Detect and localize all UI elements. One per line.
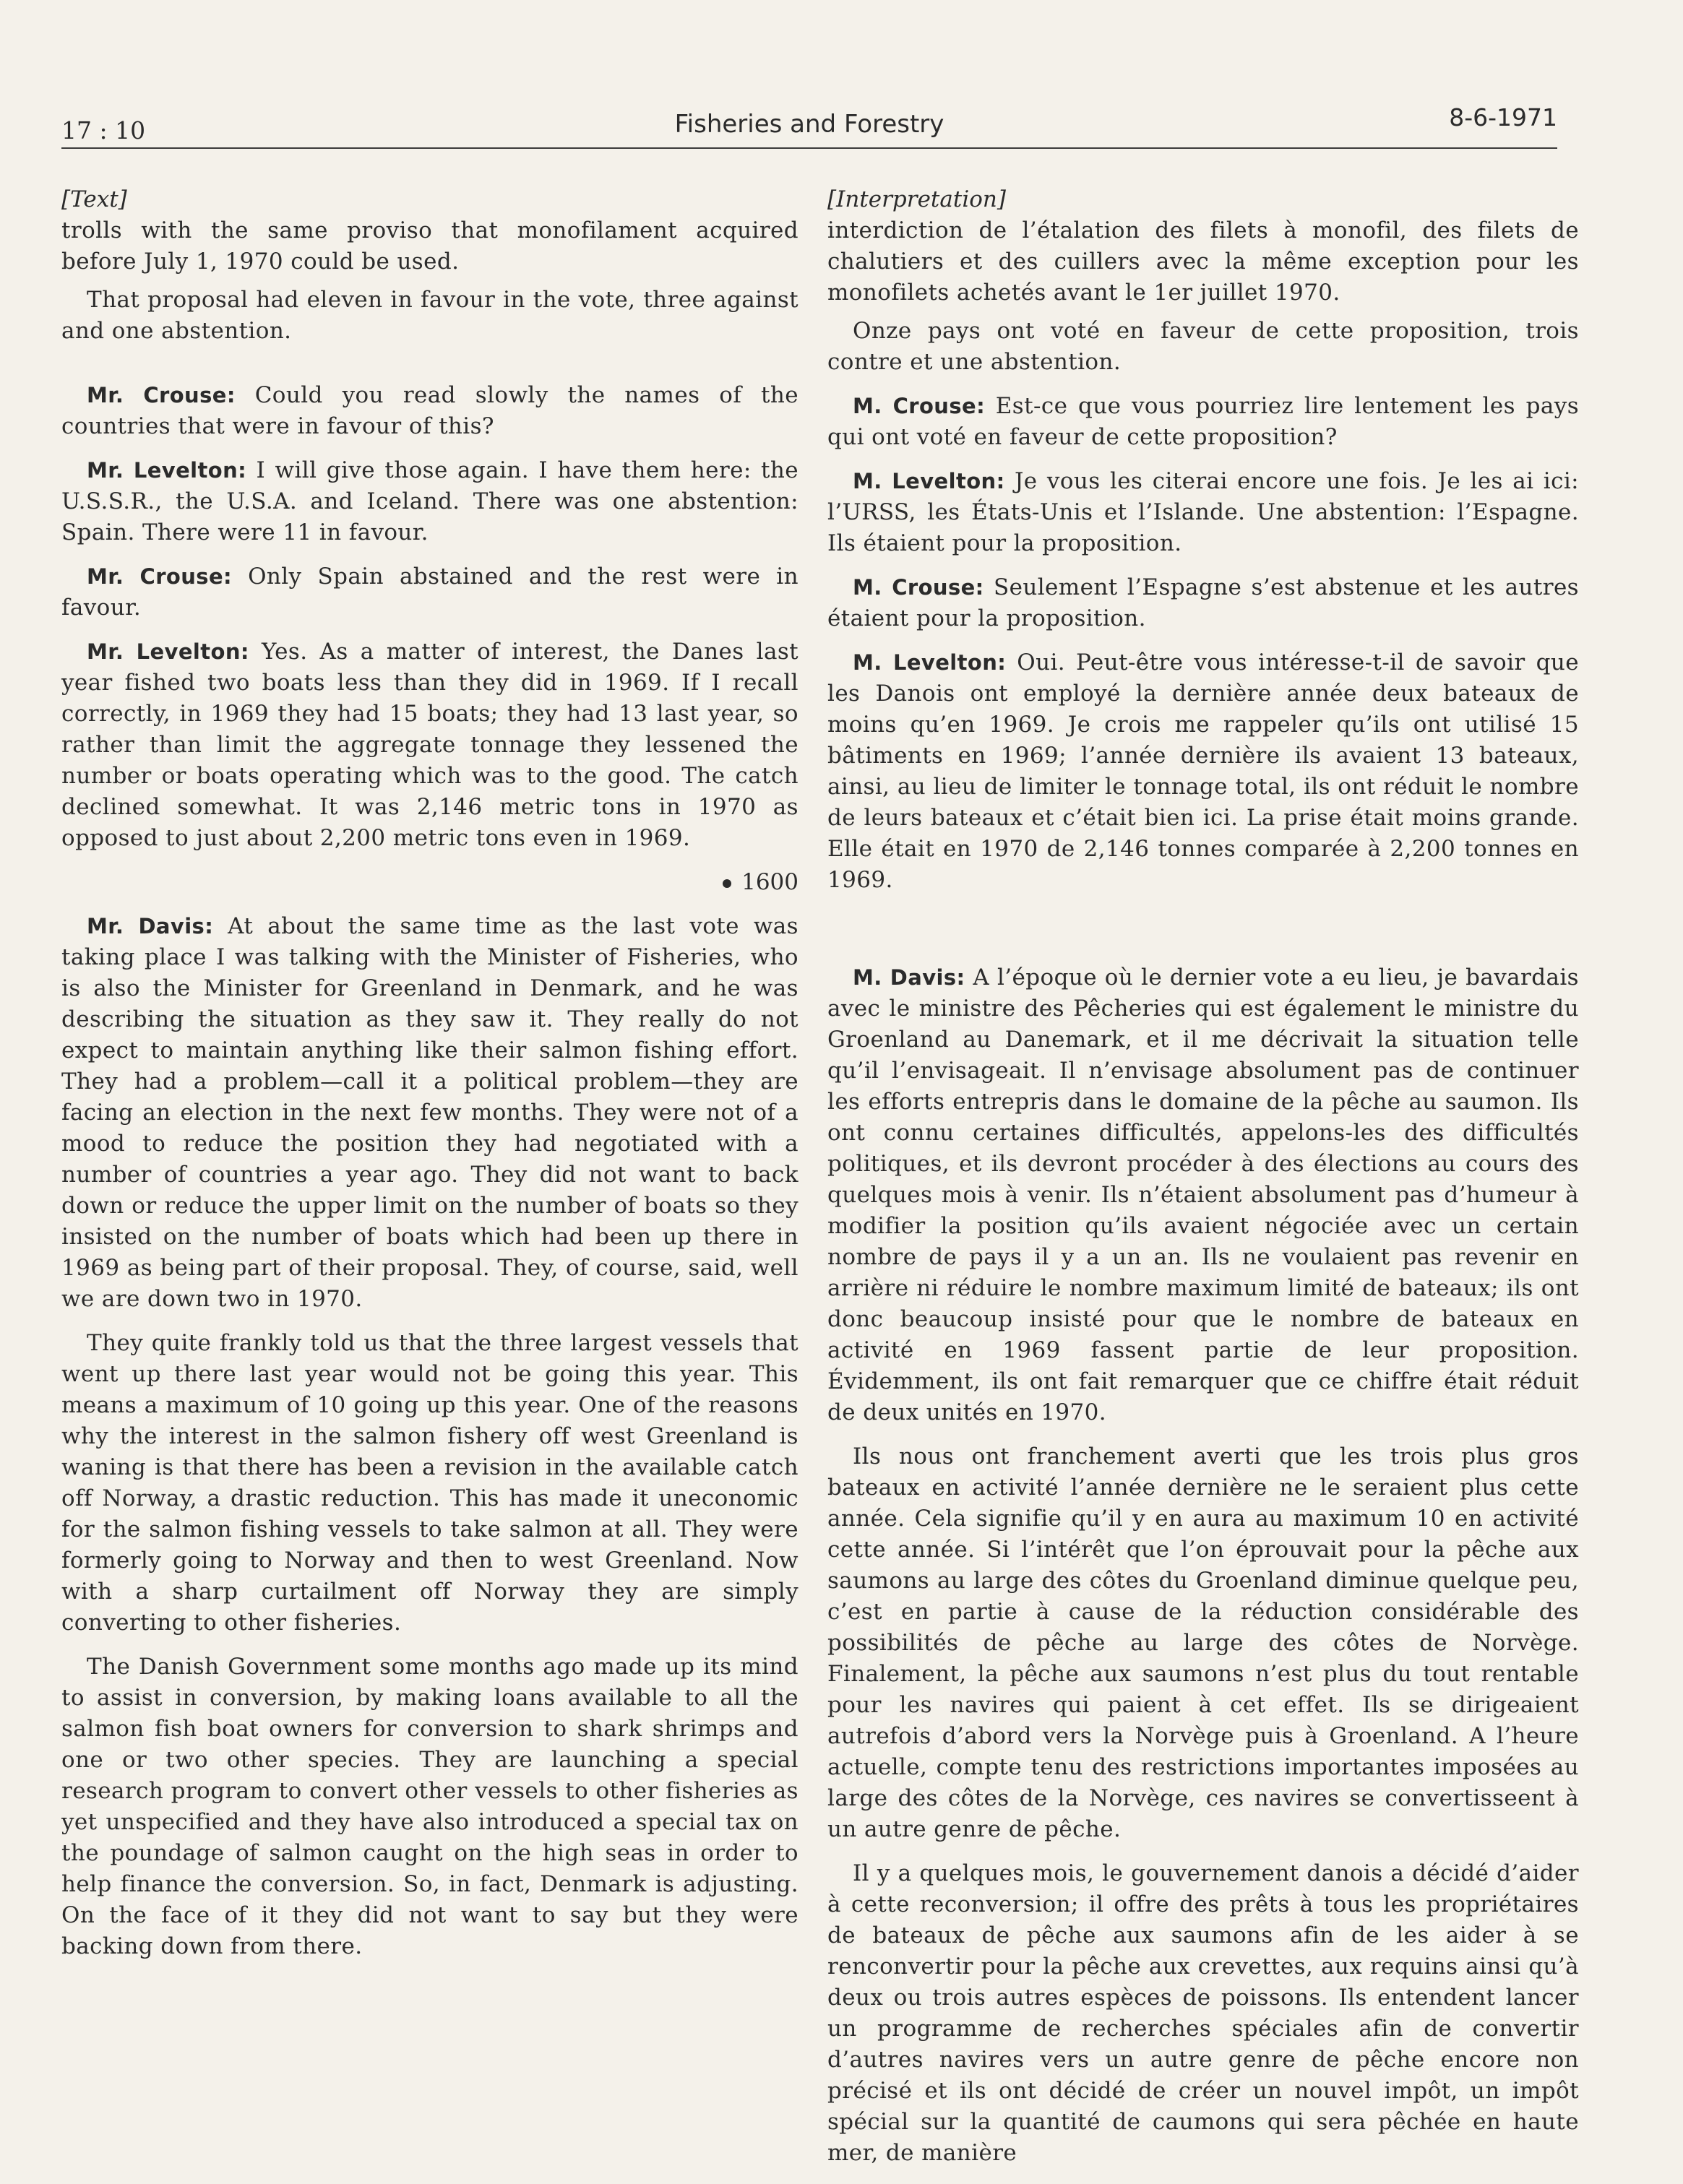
speaker-name: Mr. Levelton: [87,639,249,664]
speaker-name: M. Davis: [853,965,965,990]
speaker-name: Mr. Crouse: [87,383,236,407]
speaker-paragraph [61,561,799,623]
speaker-name: Mr. Davis: [87,914,214,938]
page-title: Fisheries and Forestry [674,110,944,139]
text-label: [Text] [61,186,127,212]
paragraph: interdiction de l’étalation des filets à monofil, des filets de chalutiers et des cuillers avec la même exception pour les monofilets achetés avant le 1er juillet 1970. [827,217,1579,306]
speaker-paragraph [61,380,799,442]
speaker-paragraph [827,647,1579,896]
paragraph: They quite frankly told us that the three largest vessels that went up there last year would not be going this year. This means a maximum of 10 going up this year. One of the reasons why the interest in the salmon fishery off west Greenland is waning is that there has been a revision in the available catch off Norway, a drastic reduction. This has made it uneconomic for the salmon fishing vessels to take salmon at all. They were formerly going to Norway and then to west Greenland. Now with a sharp curtailment off Norway they are simply converting to other fisheries. [61,1330,799,1636]
paragraph: Ils nous ont franchement averti que les trois plus gros bateaux en activité l’année dernière ne le seraient plus cette année. Cela signifie qu’il y en aura au maximum 10 en activité cette année. Si l’intérêt que l’on éprouvait pour la pêche aux saumons au large des côtes du Groenland diminue quelque peu, c’est en partie à cause de la réduction considérable des possibilités de pêche au large des côtes de Norvège. Finalement, la pêche aux saumons n’est plus du tout rentable pour les navires qui paient à cet effet. Ils se dirigeaient autrefois d’abord vers la Norvège puis à Groenland. A l’heure actuelle, compte tenu des restrictions importantes imposées au large des côtes de la Norvège, ces navires se convertisseent à un autre genre de pêche. [827,1443,1579,1842]
speech-text: Yes. As a matter of interest, the Danes last year fished two boats less than they did in 1969. If I recall correctly, in 1969 they had 15 boats; they had 13 last year, so rather than limit the aggregate tonnage they lessened the number or boats operating which was to the good. The catch declined somewhat. It was 2,146 metric tons in 1970 as opposed to just about 2,200 metric tons even in 1969. [61,639,799,851]
speaker-name: M. Levelton: [853,469,1005,493]
speech-text: Je vous les citerai encore une fois. Je les ai ici: l’URSS, les États-Unis et l’Islande. Une abstention: l’Espagne. Ils étaient pour la proposition. [827,468,1580,556]
time-marker [61,867,799,898]
speech-text: Seulement l’Espagne s’est abstenue et les autres étaient pour la proposition. [827,574,1579,631]
speech-text: I will give those again. I have them here: the U.S.S.R., the U.S.A. and Iceland. There was one abstention: Spain. There were 11 in favour. [61,457,799,545]
speech-text: Only Spain abstained and the rest were in favour. [61,564,799,621]
speech-text: At about the same time as the last vote was taking place I was talking with the Minister of Fisheries, who is also the Minister for Greenland in Denmark, and he was describing the situation as they saw it. They really do not expect to maintain anything like their salmon fishing effort. They had a problem—call it a political problem—they are facing an election in the next few months. They were not of a mood to reduce the position they had negotiated with a number of countries a year ago. They did not want to back down or reduce the upper limit on the number of boats so they insisted on the number of boats which had been up there in 1969 as being part of their proposal. They, of course, said, well we are down two in 1970. [61,913,799,1312]
speaker-paragraph [61,911,799,1315]
speaker-name: M. Levelton: [853,650,1007,675]
paragraph: Il y a quelques mois, le gouvernement danois a décidé d’aider à cette reconversion; il offre des prêts à tous les propriétaires de bateaux de pêche aux saumons afin de les aider à se renconvertir pour la pêche aux crevettes, aux requins ainsi qu’à deux ou trois autres espèces de poissons. Ils entendent lancer un programme de recherches spéciales afin de convertir d’autres navires vers un autre genre de pêche encore non précisé et ils ont décidé de créer un nouvel impôt, un impôt spécial sur la quantité de caumons qui sera pêchée en haute mer, de manière [827,1860,1579,2166]
page-number: 17 : 10 [61,116,146,144]
speaker-paragraph [827,391,1579,453]
paragraph: That proposal had eleven in favour in the vote, three against and one abstention. [61,287,799,344]
speech-text: Could you read slowly the names of the countries that were in favour of this? [61,382,799,439]
speaker-paragraph [827,572,1579,634]
speaker-paragraph [61,636,799,854]
paragraph: Onze pays ont voté en faveur de cette proposition, trois contre et une abstention. [827,318,1579,375]
english-column [61,184,799,1962]
time-marker-text: 1600 [741,869,799,895]
french-column [827,184,1579,2169]
interpretation-label: [Interpretation] [827,186,1006,212]
speaker-paragraph [827,962,1579,1428]
speaker-name: Mr. Crouse: [87,564,233,589]
page-header [61,85,1557,149]
speaker-paragraph [61,455,799,548]
paragraph: The Danish Government some months ago made up its mind to assist in conversion, by making loans available to all the salmon fish boat owners for conversion to shark shrimps and one or two other species. They are launching a special research program to convert other vessels to other fisheries as yet unspecified and they have also introduced a special tax on the poundage of salmon caught on the high seas in order to help finance the conversion. So, in fact, Denmark is adjusting. On the face of it they did not want to say but they were backing down from there. [61,1654,799,1959]
speech-text: Est-ce que vous pourriez lire lentement les pays qui ont voté en faveur de cette proposition? [827,393,1579,450]
paragraph: trolls with the same proviso that monofilament acquired before July 1, 1970 could be used. [61,217,799,275]
bullet-icon [723,879,731,888]
speaker-name: M. Crouse: [853,394,986,418]
speech-text: A l’époque où le dernier vote a eu lieu, je bavardais avec le ministre des Pêcheries qui est également le ministre du Groenland au Danemark, et il me décrivait la situation telle qu’il l’envisageait. Il n’envisage absolument pas de continuer les efforts entrepris dans le domaine de la pêche au saumon. Ils ont connu certaines difficultés, appelons-les des difficultés politiques, et ils devront procéder à des élections au cours des quelques mois à venir. Ils n’étaient absolument pas d’humeur à modifier la position qu’ils avaient négociée avec un certain nombre de pays il y a un an. Ils ne voulaient pas revenir en arrière ni réduire le nombre maximum limité de bateaux; ils ont donc beaucoup insisté pour que le nombre de bateaux en activité en 1969 fassent partie de leur proposition. Évidemment, ils ont fait remarquer que ce chiffre était réduit de deux unités en 1970. [827,964,1579,1425]
speaker-name: Mr. Levelton: [87,458,247,483]
speaker-name: M. Crouse: [853,575,984,600]
speech-text: Oui. Peut-être vous intéresse-t-il de savoir que les Danois ont employé la dernière année deux bateaux de moins qu’en 1969. Je crois me rappeler qu’ils ont utilisé 15 bâtiments en 1969; l’année dernière ils avaient 13 bateaux, ainsi, au lieu de limiter le tonnage total, ils ont réduit le nombre de leurs bateaux et c’était bien ici. La prise était moins grande. Elle était en 1970 de 2,146 tonnes comparée à 2,200 tonnes en 1969. [827,649,1579,893]
page-date: 8-6-1971 [1449,103,1557,131]
speaker-paragraph [827,466,1579,559]
